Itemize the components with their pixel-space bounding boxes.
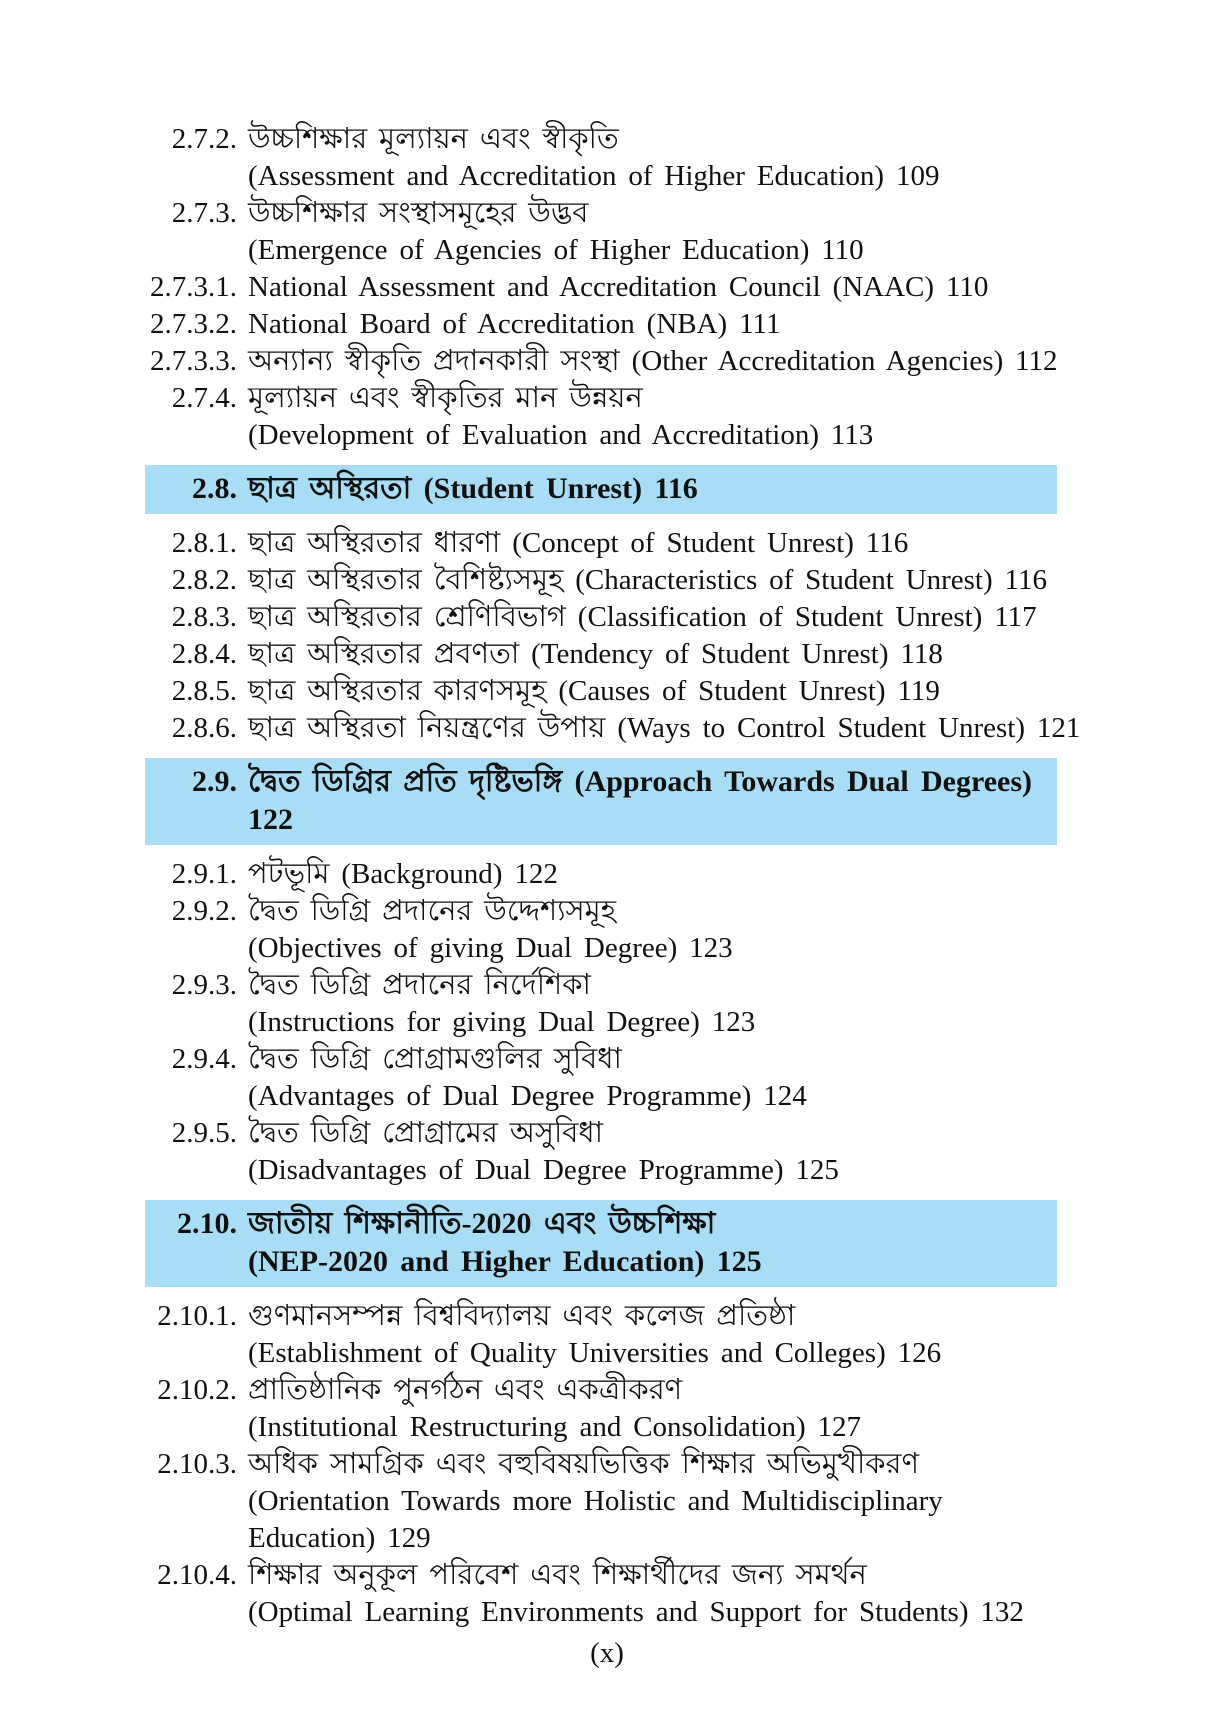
entry-line: জাতীয় শিক্ষানীতি-2020 এবং উচ্চশিক্ষা [248,1207,716,1240]
entry-number: 2.8.5. [171,675,237,707]
entry-text [248,967,1094,1041]
toc-section-heading [145,465,1057,514]
entry-text [248,306,1094,343]
entry-line: ছাত্র অস্থিরতার শ্রেণিবিভাগ (Classification of Student Unrest) 117 [248,601,1037,633]
entry-text [248,380,1094,454]
entry-number: 2.7.3.3. [150,345,237,377]
toc-entry [145,1298,1094,1372]
entry-text [248,562,1094,599]
entry-number: 2.9.5. [171,1117,237,1149]
entry-line: (Optimal Learning Environments and Support for Students) 132 [248,1596,1024,1628]
entry-text [248,195,1094,269]
entry-line: (Disadvantages of Dual Degree Programme) 125 [248,1154,839,1186]
page-footer [0,1636,1214,1670]
toc-entry [145,893,1094,967]
entry-line: দ্বৈত ডিগ্রি প্রোগ্রামের অসুবিধা [248,1117,604,1149]
entry-line: (NEP-2020 and Higher Education) 125 [248,1245,762,1278]
entry-line: অন্যান্য স্বীকৃতি প্রদানকারী সংস্থা (Other Accreditation Agencies) 112 [248,345,1058,377]
toc-entry [145,562,1094,599]
toc-entry [145,121,1094,195]
entry-line: (Establishment of Quality Universities and Colleges) 126 [248,1337,942,1369]
entry-line: (Emergence of Agencies of Higher Education) 110 [248,234,864,266]
entry-number: 2.7.4. [171,382,237,414]
entry-number: 2.7.2. [171,123,237,155]
toc-entry [145,967,1094,1041]
entry-number: 2.8.2. [171,564,237,596]
toc-entry [145,710,1094,747]
entry-number: 2.8.3. [171,601,237,633]
toc-entry [145,1115,1094,1189]
entry-number: 2.8.1. [171,527,237,559]
toc-entry [145,525,1094,562]
entry-text [248,893,1094,967]
toc-entry [145,195,1094,269]
toc-entry [145,269,1094,306]
entry-number: 2.10.1. [157,1300,237,1332]
entry-text [248,525,1094,562]
entry-line: মূল্যায়ন এবং স্বীকৃতির মান উন্নয়ন [248,382,643,414]
toc-section-heading [145,1200,1057,1287]
entry-line: দ্বৈত ডিগ্রি প্রদানের নির্দেশিকা [248,969,591,1001]
entry-number: 2.10.2. [157,1374,237,1406]
toc-entry [145,673,1094,710]
entry-text [248,1298,1094,1372]
entry-number: 2.8.6. [171,712,237,744]
toc-section-heading [145,758,1057,845]
entry-line: (Instructions for giving Dual Degree) 123 [248,1006,756,1038]
entry-line: (Development of Evaluation and Accreditation) 113 [248,419,874,451]
entry-number: 2.7.3.1. [150,271,237,303]
toc-entry [145,1041,1094,1115]
entry-line: দ্বৈত ডিগ্রি প্রদানের উদ্দেশ্যসমূহ [248,895,617,927]
entry-line: ছাত্র অস্থিরতার কারণসমূহ (Causes of Student Unrest) 119 [248,675,940,707]
entry-line: ছাত্র অস্থিরতার ধারণা (Concept of Student Unrest) 116 [248,527,909,559]
entry-number: 2.9.2. [171,895,237,927]
entry-line: পটভূমি (Background) 122 [248,858,558,890]
entry-line: (Orientation Towards more Holistic and Multidisciplinary [248,1485,943,1517]
entry-text [248,1041,1094,1115]
entry-text [248,121,1094,195]
entry-text [248,856,1094,893]
entry-line: প্রাতিষ্ঠানিক পুনর্গঠন এবং একত্রীকরণ [248,1374,683,1406]
entry-line: ছাত্র অস্থিরতা নিয়ন্ত্রণের উপায় (Ways to Control Student Unrest) 121 [248,712,1081,744]
entry-line: শিক্ষার অনুকূল পরিবেশ এবং শিক্ষার্থীদের জন্য সমর্থন [248,1559,867,1591]
entry-text [248,636,1094,673]
toc-entry [145,306,1094,343]
entry-text [248,343,1094,380]
entry-line: ছাত্র অস্থিরতার প্রবণতা (Tendency of Student Unrest) 118 [248,638,943,670]
entry-text [248,1115,1094,1189]
page-number: (x) [590,1637,624,1669]
entry-line: (Advantages of Dual Degree Programme) 124 [248,1080,807,1112]
entry-line: ছাত্র অস্থিরতার বৈশিষ্ট্যসমূহ (Characteristics of Student Unrest) 116 [248,564,1047,596]
toc-entry [145,343,1094,380]
entry-line: National Board of Accreditation (NBA) 111 [248,308,781,340]
entry-number: 2.10. [177,1207,237,1240]
entry-text [248,710,1094,747]
entry-number: 2.9.4. [171,1043,237,1075]
entry-text [248,599,1094,636]
entry-line: (Assessment and Accreditation of Higher Education) 109 [248,160,940,192]
toc-entry [145,1557,1094,1631]
entry-number: 2.9.3. [171,969,237,1001]
entry-text [248,269,1094,306]
entry-number: 2.7.3.2. [150,308,237,340]
entry-text [248,1557,1094,1631]
entry-text [248,1372,1094,1446]
toc-entry [145,636,1094,673]
entry-number: 2.9. [192,765,237,798]
toc-entry [145,380,1094,454]
toc-entry [145,856,1094,893]
toc-entry [145,599,1094,636]
entry-line: দ্বৈত ডিগ্রি প্রোগ্রামগুলির সুবিধা [248,1043,622,1075]
entry-line: গুণমানসম্পন্ন বিশ্ববিদ্যালয় এবং কলেজ প্রতিষ্ঠা [248,1300,796,1332]
entry-line: দ্বৈত ডিগ্রির প্রতি দৃষ্টিভঙ্গি (Approach Towards Dual Degrees) 122 [248,765,1033,836]
entry-number: 2.7.3. [171,197,237,229]
entry-text [248,470,1057,508]
entry-line: ছাত্র অস্থিরতা (Student Unrest) 116 [248,472,698,505]
entry-line: National Assessment and Accreditation Council (NAAC) 110 [248,271,989,303]
entry-line: অধিক সামগ্রিক এবং বহুবিষয়ভিত্তিক শিক্ষার অভিমুখীকরণ [248,1448,920,1480]
entry-line: উচ্চশিক্ষার সংস্থাসমূহের উদ্ভব [248,197,589,229]
entry-text [248,673,1094,710]
entry-number: 2.9.1. [171,858,237,890]
entry-line: উচ্চশিক্ষার মূল্যায়ন এবং স্বীকৃতি [248,123,619,155]
entry-text [248,1205,1057,1281]
toc-entry [145,1446,1094,1557]
entry-line: (Institutional Restructuring and Consolidation) 127 [248,1411,861,1443]
entry-text [248,763,1057,839]
entry-text [248,1446,1094,1557]
entry-number: 2.8.4. [171,638,237,670]
entry-line: (Objectives of giving Dual Degree) 123 [248,932,733,964]
entry-number: 2.10.4. [157,1559,237,1591]
entry-line: Education) 129 [248,1522,431,1554]
toc-entry [145,1372,1094,1446]
entry-number: 2.8. [192,472,237,505]
entry-number: 2.10.3. [157,1448,237,1480]
